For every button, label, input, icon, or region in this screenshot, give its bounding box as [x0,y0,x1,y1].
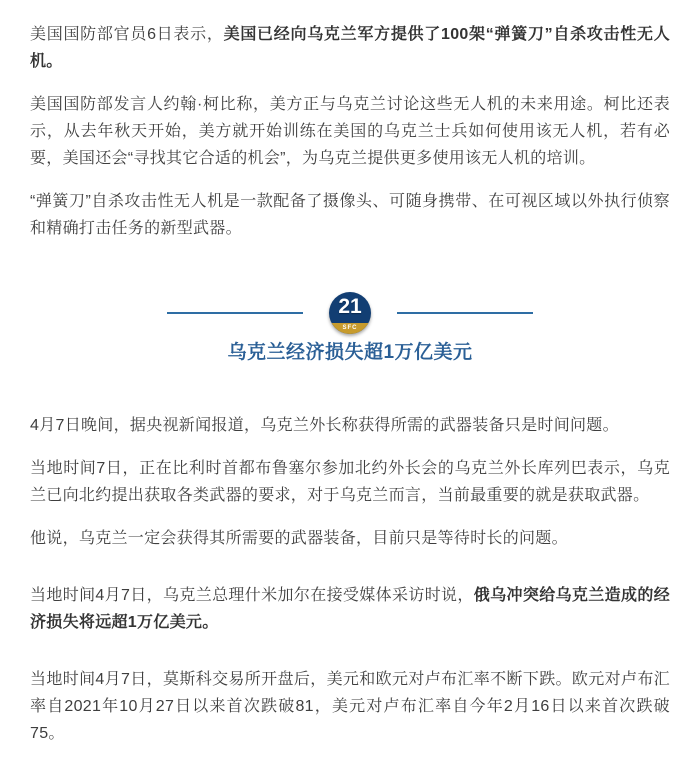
paragraph-economic-loss [30,582,670,636]
paragraph-kuleba-nato: 当地时间7日，正在比利时首都布鲁塞尔参加北约外长会的乌克兰外长库列巴表示，乌克兰已向北约提出获取各类武器的要求，对于乌克兰而言，当前最重要的就是获取武器。 [30,460,670,504]
badge-number: 21 [338,295,362,318]
divider-line-right [397,312,533,314]
section-title: 乌克兰经济损失超1万亿美元 [227,342,473,363]
sfc-21-logo-badge [329,292,371,334]
paragraph-weapons-waiting: 他说，乌克兰一定会获得其所需要的武器装备，目前只是等待时长的问题。 [30,530,568,547]
paragraph-text: 当地时间4月7日，乌克兰总理什米加尔在接受媒体采访时说， [30,587,474,604]
paragraph-kirby-statement: 美国国防部发言人约翰·柯比称，美方正与乌克兰讨论这些无人机的未来用途。柯比还表示，从去年秋天开始，美方就开始训练在美国的乌克兰士兵如何使用该无人机，若有必要，美国还会“寻找其它合适的机会”，为乌克兰提供更多使用该无人机的培训。 [30,96,670,167]
emphasis-text: 俄乌冲突给乌克兰造成的经济损失将远超1万亿美元。 [30,587,670,631]
badge-sfc-label: SFC [342,325,358,331]
paragraph-switchblade-description: “弹簧刀”自杀攻击性无人机是一款配备了摄像头、可随身携带、在可视区域以外执行侦察和精确打击任务的新型武器。 [30,193,670,237]
paragraph-text: 美国国防部官员6日表示， [30,26,224,43]
paragraph-cctv-report: 4月7日晚间，据央视新闻报道，乌克兰外长称获得所需的武器装备只是时间问题。 [30,417,619,434]
paragraph-ruble-exchange: 当地时间4月7日，莫斯科交易所开盘后，美元和欧元对卢布汇率不断下跌。欧元对卢布汇率自2021年10月27日以来首次跌破81，美元对卢布汇率自今年2月16日以来首次跌破75。 [30,671,670,742]
section-divider [30,292,670,334]
emphasis-text: 美国已经向乌克兰军方提供了100架“弹簧刀”自杀攻击性无人机。 [30,26,671,70]
paragraph-drones-delivered [30,21,670,75]
divider-line-left [167,312,303,314]
